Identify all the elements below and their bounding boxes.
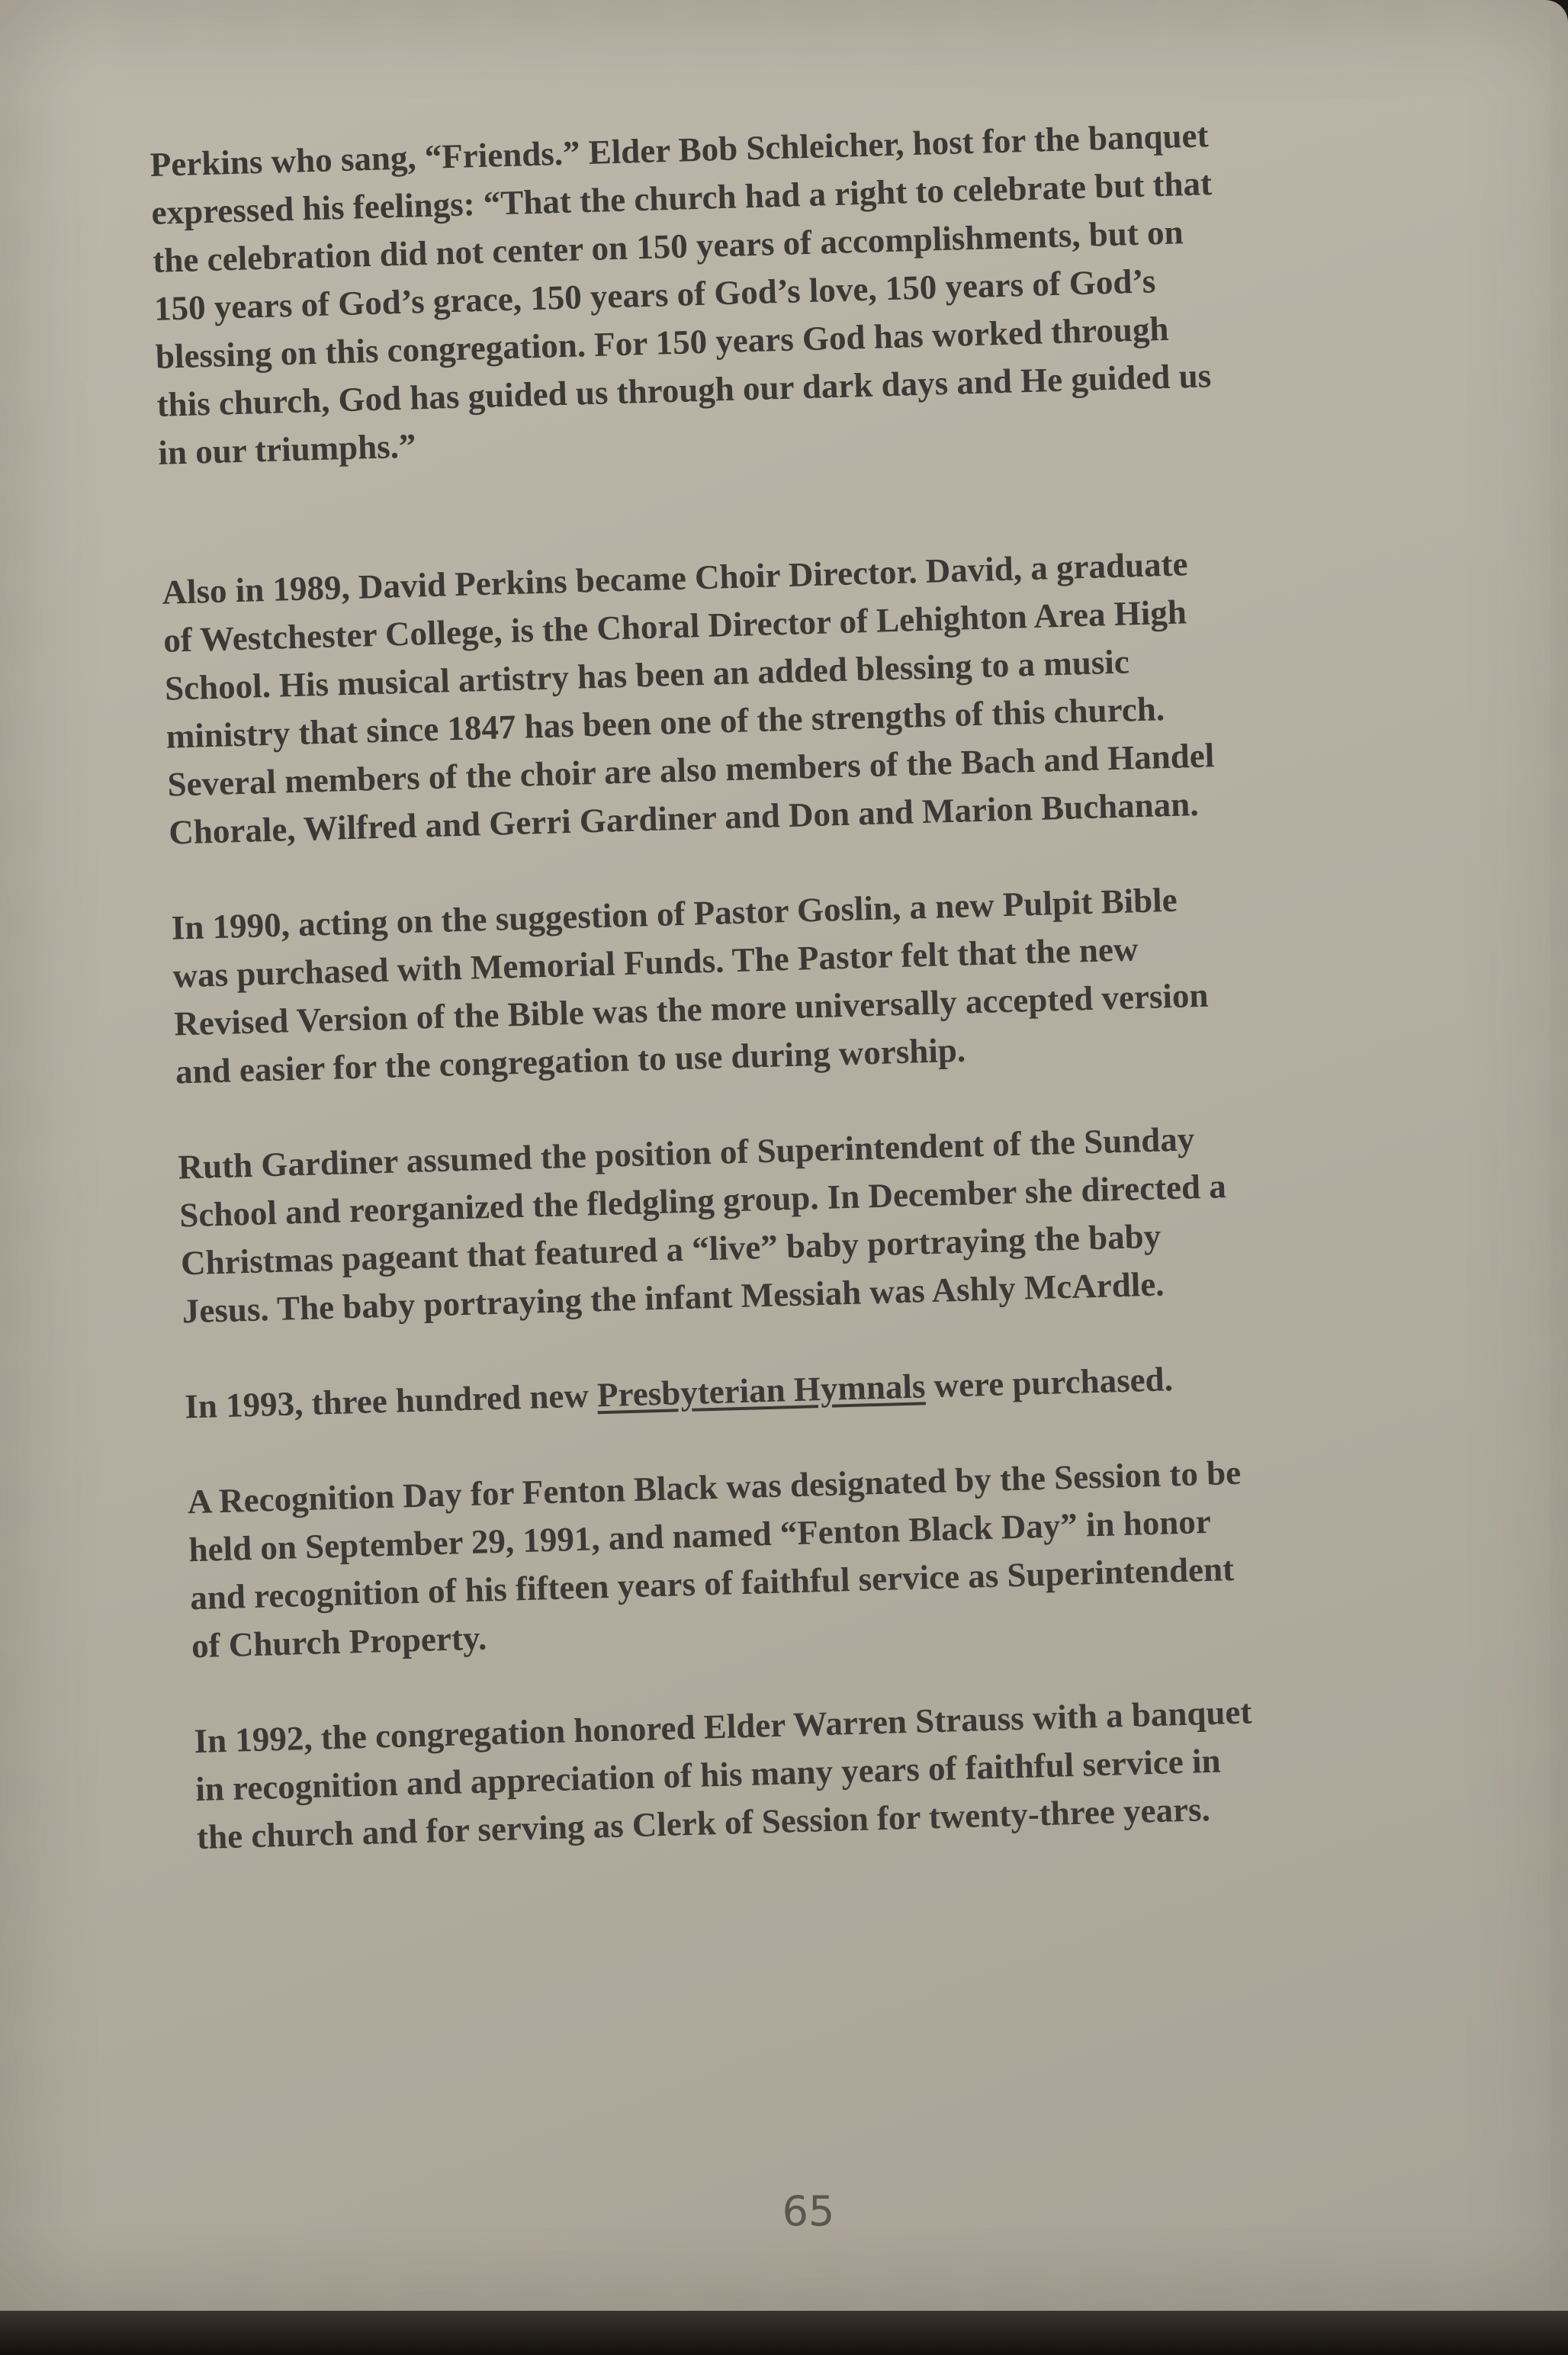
paragraph-pulpit-bible bbox=[171, 869, 1441, 1096]
text-line: School and reorganized the fledgling group. In December she directed a bbox=[178, 1167, 1227, 1235]
text-line: the celebration did not center on 150 years of accomplishments, but on bbox=[152, 213, 1184, 280]
text-line: Jesus. The baby portraying the infant Messiah was Ashly McArdle. bbox=[182, 1264, 1165, 1331]
text-line: blessing on this congregation. For 150 years God has worked through bbox=[155, 309, 1169, 376]
text-line: expressed his feelings: “That the church had a right to celebrate but that bbox=[150, 164, 1213, 232]
text-line: School. His musical artistry has been an added blessing to a music bbox=[164, 642, 1130, 708]
hymnals-text-before: In 1993, three hundred new bbox=[184, 1376, 598, 1426]
page-text bbox=[149, 106, 1464, 1909]
text-line: Perkins who sang, “Friends.” Elder Bob Schleicher, host for the banquet bbox=[149, 116, 1210, 184]
text-line: of Church Property. bbox=[191, 1618, 487, 1666]
paragraph-sunday-school bbox=[178, 1108, 1448, 1335]
text-line: was purchased with Memorial Funds. The Pastor felt that the new bbox=[172, 930, 1139, 995]
text-line: and recognition of his fifteen years of faithful service as Superintendent bbox=[189, 1550, 1235, 1618]
text-line: in recognition and appreciation of his many years of faithful service in bbox=[194, 1741, 1222, 1809]
text-line: In 1990, acting on the suggestion of Pastor Goslin, a new Pulpit Bible bbox=[171, 880, 1178, 947]
hymnals-text-after: were purchased. bbox=[924, 1360, 1174, 1406]
text-line: this church, God has guided us through our dark days and He guided us bbox=[156, 356, 1212, 424]
paragraph-warren-strauss bbox=[194, 1682, 1464, 1862]
page-number: 65 bbox=[782, 2187, 835, 2235]
paragraph-choir-director bbox=[162, 533, 1435, 856]
desk-surface bbox=[0, 2311, 1568, 2355]
paragraph-banquet-quote bbox=[149, 106, 1425, 477]
text-line: 150 years of God’s grace, 150 years of God’s love, 150 years of God’s bbox=[153, 262, 1156, 328]
text-line: in our triumphs.” bbox=[157, 426, 417, 472]
text-line: Chorale, Wilfred and Gerri Gardiner and Don and Marion Buchanan. bbox=[168, 784, 1200, 852]
text-line: Christmas pageant that featured a “live” baby portraying the baby bbox=[180, 1216, 1162, 1283]
paragraph-fenton-black-day bbox=[187, 1443, 1457, 1670]
text-line: Several members of the choir are also members of the Bach and Handel bbox=[166, 736, 1215, 804]
text-line: Revised Version of the Bible was the more universally accepted version bbox=[173, 975, 1210, 1043]
text-line: In 1992, the congregation honored Elder Warren Strauss with a banquet bbox=[193, 1692, 1253, 1761]
text-line bbox=[184, 1348, 1451, 1431]
text-line: Ruth Gardiner assumed the position of Superintendent of the Sunday bbox=[177, 1120, 1195, 1187]
hymnals-title-underlined: Presbyterian Hymnals bbox=[596, 1367, 927, 1415]
text-line: ministry that since 1847 has been one of the strengths of this church. bbox=[165, 689, 1165, 756]
text-line: held on September 29, 1991, and named “Fenton Black Day” in honor bbox=[188, 1502, 1212, 1569]
text-line: A Recognition Day for Fenton Black was designated by the Session to be bbox=[187, 1453, 1242, 1521]
text-line: and easier for the congregation to use during worship. bbox=[175, 1030, 966, 1091]
text-line: the church and for serving as Clerk of Session for twenty-three years. bbox=[196, 1790, 1211, 1857]
text-line: of Westchester College, is the Choral Director of Lehighton Area High bbox=[162, 593, 1187, 660]
paragraph-hymnals bbox=[184, 1348, 1451, 1431]
text-line: Also in 1989, David Perkins became Choir Director. David, a graduate bbox=[161, 545, 1189, 612]
